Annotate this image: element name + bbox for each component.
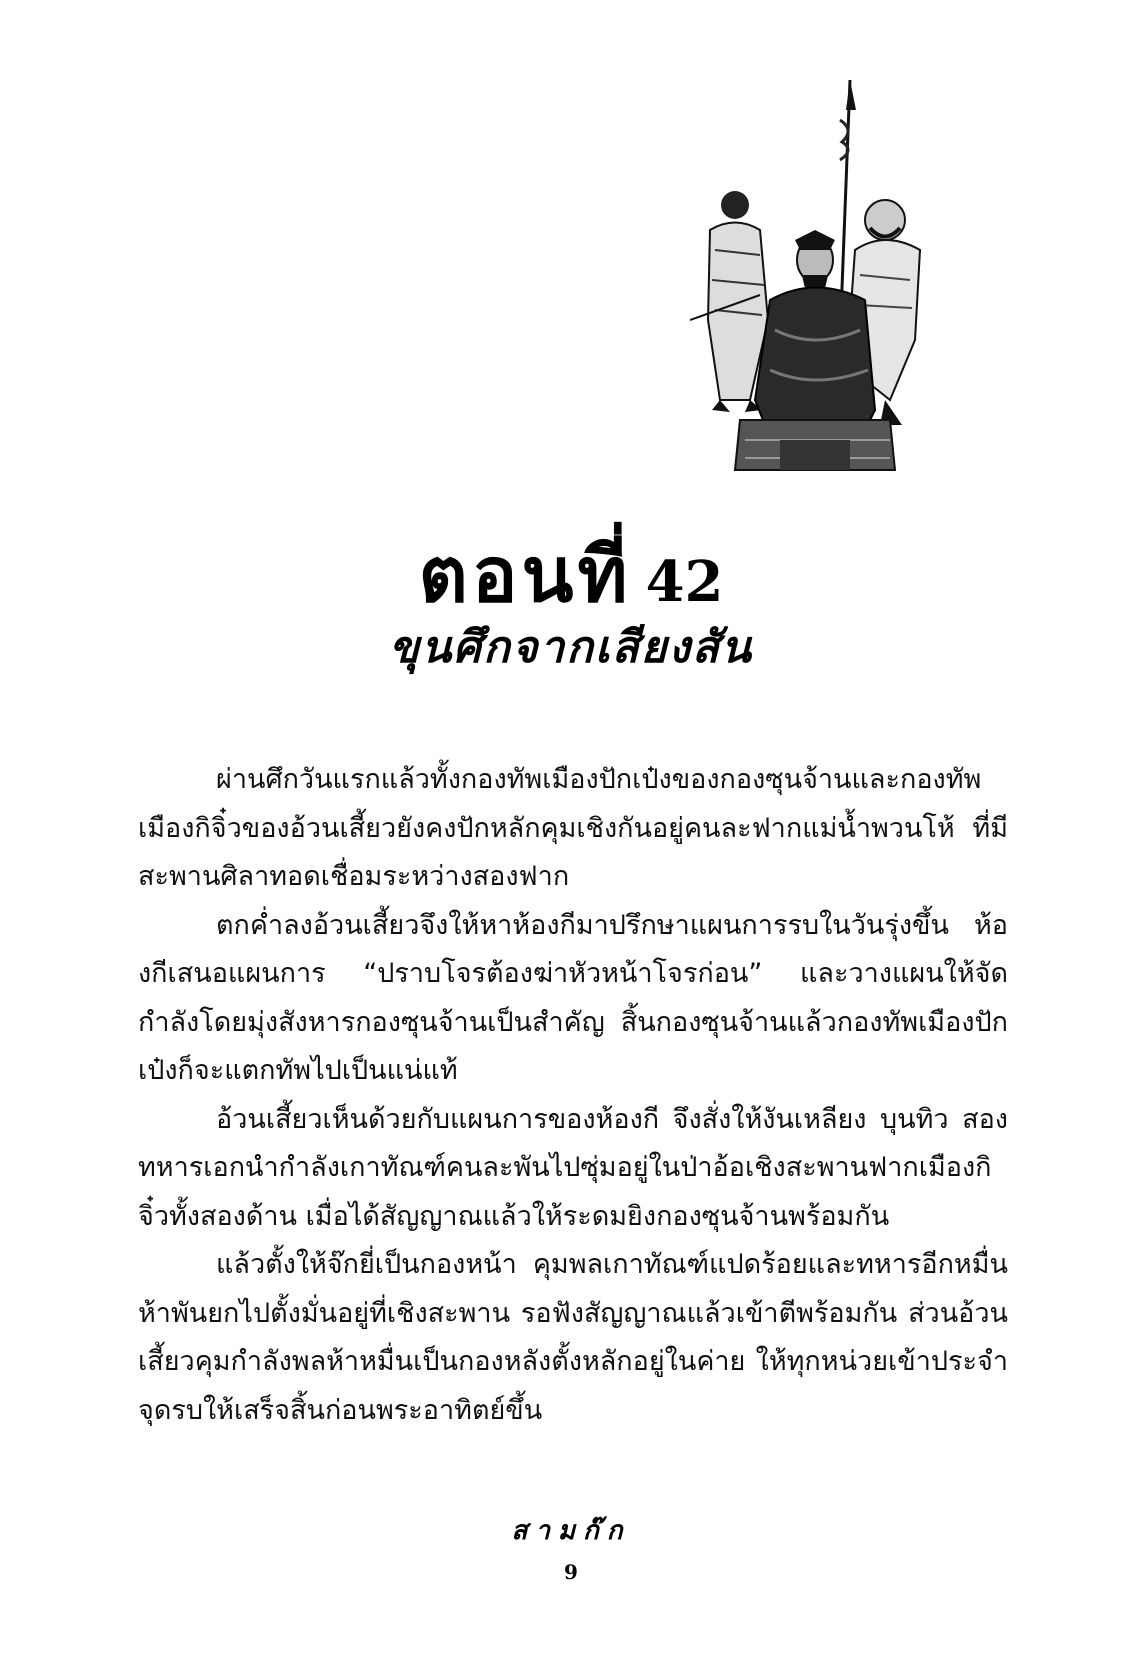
- page-number: 9: [564, 1560, 578, 1584]
- footer-book-title: สามก๊ก: [511, 1516, 631, 1546]
- chapter-number: 42: [645, 549, 724, 615]
- chapter-word: ตอนที่: [418, 530, 632, 619]
- paragraph: อ้วนเสี้ยวเห็นด้วยกับแผนการของห้องกี จึงสั่งให้งันเหลียง บุนทิว สองทหารเอกนำกำลังเกาทัณฑ์คนละพันไปซุ่มอยู่ในป่าอ้อเชิงสะพานฟากเมืองกิจิ๋วทั้งสองด้าน เมื่อได้สัญญาณแล้วให้ระดมยิงกองซุนจ้านพร้อมกัน: [138, 1103, 1008, 1232]
- chapter-subtitle: ขุนศึกจากเสียงสัน: [389, 622, 753, 673]
- paragraph: แล้วตั้งให้จ๊กยี่เป็นกองหน้า คุมพลเกาทัณฑ์แปดร้อยและทหารอีกหมื่นห้าพันยกไปตั้งมั่นอยู่ที่เชิงสะพาน รอฟังสัญญาณแล้วเข้าตีพร้อมกัน ส่วนอ้วนเสี้ยวคุมกำลังพลห้าหมื่นเป็นกองหลังตั้งหลักอยู่ในค่าย ให้ทุกหน่วยเข้าประจำจุดรบให้เสร็จสิ้นก่อนพระอาทิตย์ขึ้น: [138, 1249, 1008, 1426]
- body-text: [138, 756, 1008, 1435]
- warriors-illustration: [690, 80, 980, 510]
- paragraph: ผ่านศึกวันแรกแล้วทั้งกองทัพเมืองปักเป๋งของกองซุนจ้านและกองทัพเมืองกิจิ๋วของอ้วนเสี้ยวยังคงปักหลักคุมเชิงกันอยู่คนละฟากแม่น้ำพวนโห้ ที่มีสะพานศิลาทอดเชื่อมระหว่างสองฟาก: [138, 764, 1008, 892]
- paragraph: ตกค่ำลงอ้วนเสี้ยวจึงให้หาห้องกีมาปรึกษาแผนการรบในวันรุ่งขึ้น ห้องกีเสนอแผนการ “ปราบโจรต้องฆ่าหัวหน้าโจรก่อน” และวางแผนให้จัดกำลังโดยมุ่งสังหารกองซุนจ้านเป็นสำคัญ สิ้นกองซุนจ้านแล้วกองทัพเมืองปักเป๋งก็จะแตกทัพไปเป็นแน่แท้: [138, 909, 1008, 1086]
